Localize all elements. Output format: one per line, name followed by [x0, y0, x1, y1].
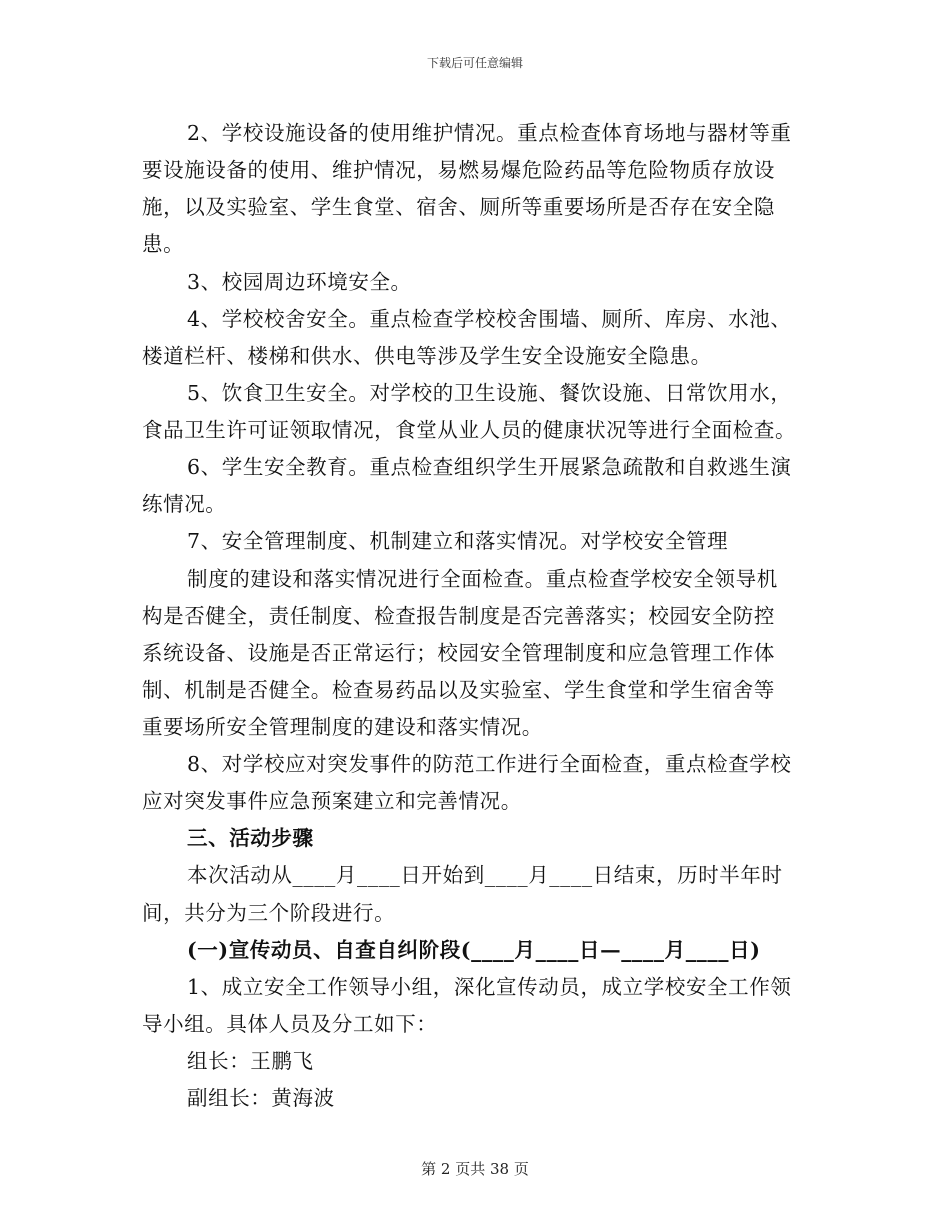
paragraph-line: 制度的建设和落实情况进行全面检查。重点检查学校安全领导机 — [187, 567, 778, 591]
paragraph-line: 楼道栏杆、楼梯和供水、供电等涉及学生安全设施安全隐患。 — [142, 344, 712, 368]
paragraph-line: 制、机制是否健全。检查易药品以及实验室、学生食堂和学生宿舍等 — [142, 678, 775, 702]
paragraph-line: 间，共分为三个阶段进行。 — [142, 901, 396, 925]
paragraph-line: 构是否健全，责任制度、检查报告制度是否完善落实；校园安全防控 — [142, 604, 775, 628]
paragraph-line: 食品卫生许可证领取情况，食堂从业人员的健康状况等进行全面检查。 — [142, 418, 797, 442]
paragraph-line: 练情况。 — [142, 492, 227, 516]
paragraph-line: 患。 — [142, 232, 185, 256]
paragraph-line: 3、校园周边环境安全。 — [187, 270, 412, 294]
paragraph-line: 系统设备、设施是否正常运行；校园安全管理制度和应急管理工作体 — [142, 641, 775, 665]
paragraph-line: 4、学校校舍安全。重点检查学校校舍围墙、厕所、库房、水池、 — [187, 307, 792, 331]
paragraph-line: 7、安全管理制度、机制建立和落实情况。对学校安全管理 — [187, 529, 729, 553]
paragraph-line: 组长：王鹏飞 — [187, 1049, 314, 1073]
paragraph-line: 导小组。具体人员及分工如下： — [142, 1012, 438, 1036]
paragraph-line: 施，以及实验室、学生食堂、宿舍、厕所等重要场所是否存在安全隐 — [142, 195, 775, 219]
paragraph-line: 副组长：黄海波 — [187, 1086, 335, 1110]
paragraph-line: 8、对学校应对突发事件的防范工作进行全面检查，重点检查学校 — [187, 752, 792, 776]
section-heading: 三、活动步骤 — [187, 826, 314, 850]
paragraph-line: 2、学校设施设备的使用维护情况。重点检查体育场地与器材等重 — [187, 121, 792, 145]
paragraph-line: 5、饮食卫生安全。对学校的卫生设施、餐饮设施、日常饮用水， — [187, 381, 792, 405]
paragraph-line: 6、学生安全教育。重点检查组织学生开展紧急疏散和自救逃生演 — [187, 455, 792, 479]
paragraph-line: 要设施设备的使用、维护情况，易燃易爆危险药品等危险物质存放设 — [142, 158, 775, 182]
paragraph-line: 应对突发事件应急预案建立和完善情况。 — [142, 789, 522, 813]
subsection-heading: (一)宣传动员、自查自纠阶段(____月____日—____月____日) — [187, 938, 761, 962]
paragraph-line: 1、成立安全工作领导小组，深化宣传动员，成立学校安全工作领 — [187, 975, 792, 999]
paragraph-line: 重要场所安全管理制度的建设和落实情况。 — [142, 715, 543, 739]
page-header: 下载后可任意编辑 — [426, 56, 523, 70]
page-footer: 第 2 页共 38 页 — [421, 1160, 529, 1178]
paragraph-line: 本次活动从____月____日开始到____月____日结束，历时半年时 — [187, 863, 783, 887]
